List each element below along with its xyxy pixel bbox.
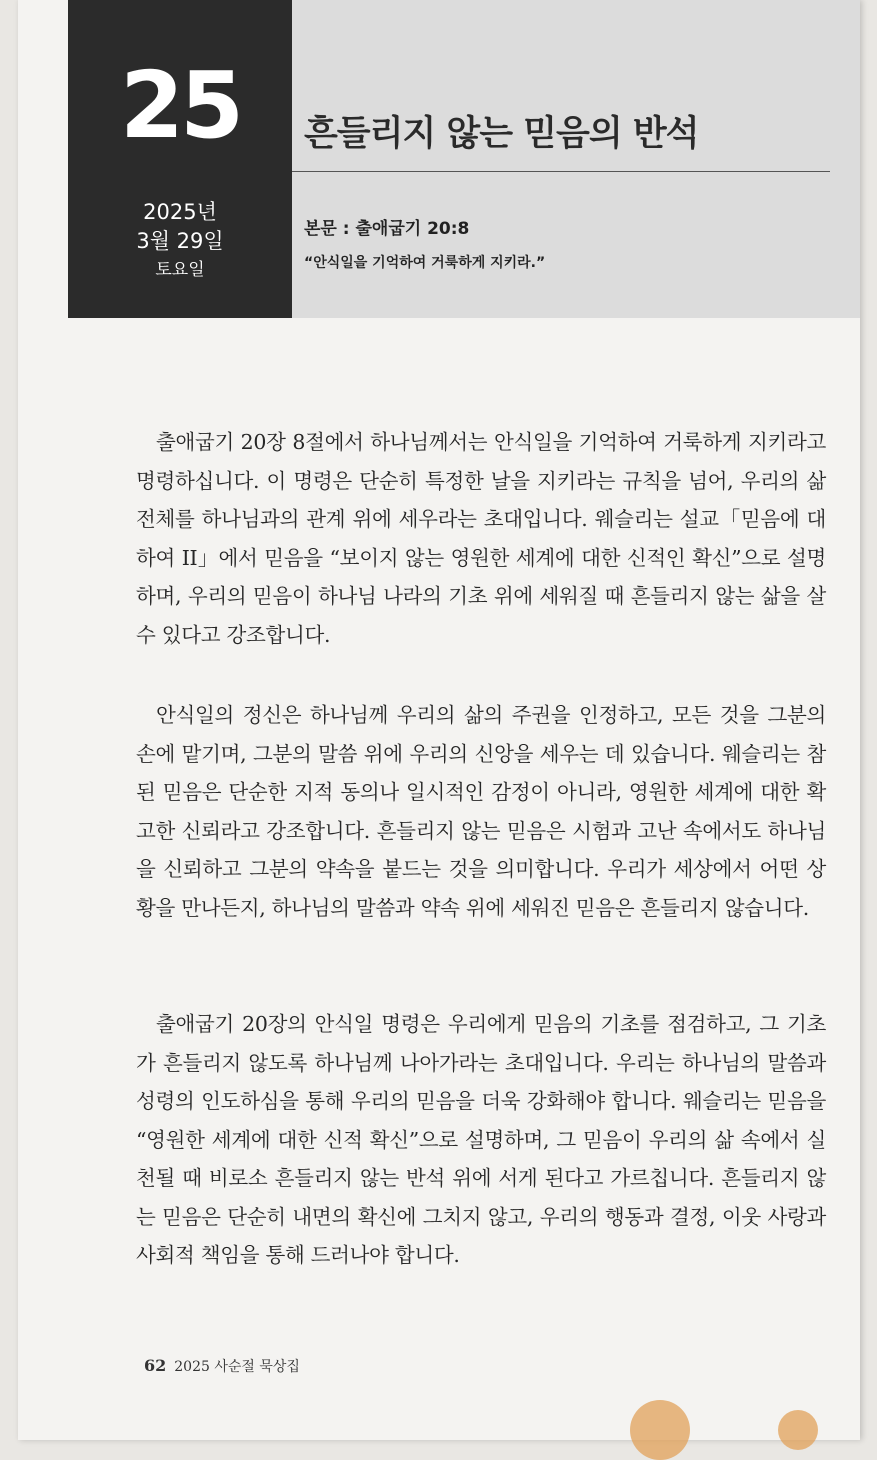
date-month-day: 3월 29일	[136, 229, 224, 253]
date-year: 2025년	[143, 200, 217, 224]
scripture-reference: 본문 : 출애굽기 20:8	[304, 219, 470, 239]
body-paragraph-2: 안식일의 정신은 하나님께 우리의 삶의 주권을 인정하고, 모든 것을 그분의 손에 맡기며, 그분의 말씀 위에 우리의 신앙을 세우는 데 있습니다. 웨슬리는 참된 믿음은 단순한 지적 동의나 일시적인 감정이 아니라, 영원한 세계에 대한 확고한 신뢰라고 강조합니다. 흔들리지 않는 믿음은 시험과 고난 속에서도 하나님을 신뢰하고 그분의 약속을 붙드는 것을 의미합니다. 우리가 세상에서 어떤 상황을 만나든지, 하나님의 말씀과 약속 위에 세워진 믿음은 흔들리지 않습니다.	[136, 703, 826, 920]
book-page	[18, 0, 860, 1440]
date-block	[68, 0, 292, 318]
page-number: 62	[144, 1356, 167, 1375]
chapter-number: 25	[119, 52, 241, 159]
date-weekday: 토요일	[155, 260, 205, 280]
decorative-shape	[778, 1410, 818, 1450]
body-paragraph-3: 출애굽기 20장의 안식일 명령은 우리에게 믿음의 기초를 점검하고, 그 기초가 흔들리지 않도록 하나님께 나아가라는 초대입니다. 우리는 하나님의 말씀과 성령의 인도하심을 통해 우리의 믿음을 더욱 강화해야 합니다. 웨슬리는 믿음을 “영원한 세계에 대한 신적 확신”으로 설명하며, 그 믿음이 우리의 삶 속에서 실천될 때 비로소 흔들리지 않는 반석 위에 서게 된다고 가르칩니다. 흔들리지 않는 믿음은 단순히 내면의 확신에 그치지 않고, 우리의 행동과 결정, 이웃 사랑과 사회적 책임을 통해 드러나야 합니다.	[136, 1012, 826, 1267]
book-title: 2025 사순절 묵상집	[174, 1359, 300, 1375]
chapter-title: 흔들리지 않는 믿음의 반석	[304, 114, 699, 154]
decorative-shape	[630, 1400, 690, 1460]
scripture-quote: “안식일을 기억하여 거룩하게 지키라.”	[304, 255, 546, 271]
title-divider	[292, 171, 830, 172]
page-footer	[144, 1356, 300, 1376]
body-paragraph-1: 출애굽기 20장 8절에서 하나님께서는 안식일을 기억하여 거룩하게 지키라고 명령하십니다. 이 명령은 단순히 특정한 날을 지키라는 규칙을 넘어, 우리의 삶 전체를 하나님과의 관계 위에 세우라는 초대입니다. 웨슬리는 설교「믿음에 대하여 II」에서 믿음을 “보이지 않는 영원한 세계에 대한 신적인 확신”으로 설명하며, 우리의 믿음이 하나님 나라의 기초 위에 세워질 때 흔들리지 않는 삶을 살 수 있다고 강조합니다.	[136, 430, 826, 647]
